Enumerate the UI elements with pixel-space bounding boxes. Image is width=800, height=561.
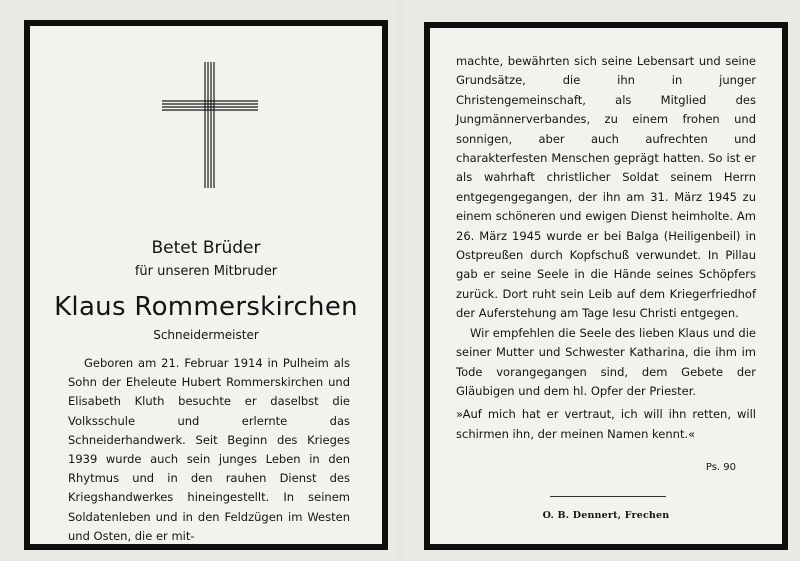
right-panel [424, 22, 788, 550]
cross-icon [160, 60, 260, 190]
left-panel [24, 20, 388, 550]
plea-line-1: Betet Brüder [151, 238, 261, 258]
printer-credit: O. B. Dennert, Frechen [542, 510, 670, 521]
divider [550, 496, 666, 497]
psalm-quote: »Auf mich hat er vertraut, ich will ihn retten, will schirmen ihn, der meinen Namen kennt.« [456, 407, 756, 441]
recommendation-text: Wir empfehlen die Seele des lieben Klaus und die seiner Mutter und Schwester Katharina, die ihm im Tode vorangegangen sind, dem Gebete der Gläubigen und dem hl. Opfer der Priester. [456, 325, 756, 398]
occupation: Schneidermeister [153, 328, 259, 342]
plea-line-2: für unseren Mitbruder [134, 264, 278, 279]
quote-source: Ps. 90 [705, 462, 736, 473]
deceased-name: Klaus Rommerskirchen [54, 292, 358, 322]
biography-text: Geboren am 21. Februar 1914 in Pulheim als Sohn der Eheleute Hubert Rommerskirchen und Elisabeth Kluth besuchte er daselbst die Volksschule und erlernte das Schneiderhandwerk. Seit Beginn des Krieges 1939 wurde auch sein junges Leben in den Rhytmus und in den rauhen Dienst des Kriegshandwerkes hineingestellt. In seinem Soldatenleben und in den Feldzügen im Westen und Osten, die er mit- [68, 356, 350, 543]
biography-continued: machte, bewährten sich seine Lebensart und seine Grundsätze, die ihn in junger Christengemeinschaft, als Mitglied des Jungmännerverbandes, zu einem frohen und sonnigen, aber auch aufrechten und charakterfesten Menschen geprägt hatten. So ist er als wahrhaft christlicher Soldat seinem Herrn entgegengegangen, der ihn am 31. März 1945 zu einem schöneren und ewigen Dienst heimholte. Am 26. März 1945 wurde er bei Balga (Heiligenbeil) in Ostpreußen durch Kopfschuß verwundet. In Pillau gab er seine Seele in die Hände seines Schöpfers zurück. Dort ruht sein Leib auf dem Kriegerfriedhof der Auferstehung am Tage Iesu Christi entgegen. [456, 54, 756, 321]
right-text-block [456, 52, 756, 444]
card-fold [398, 0, 402, 561]
